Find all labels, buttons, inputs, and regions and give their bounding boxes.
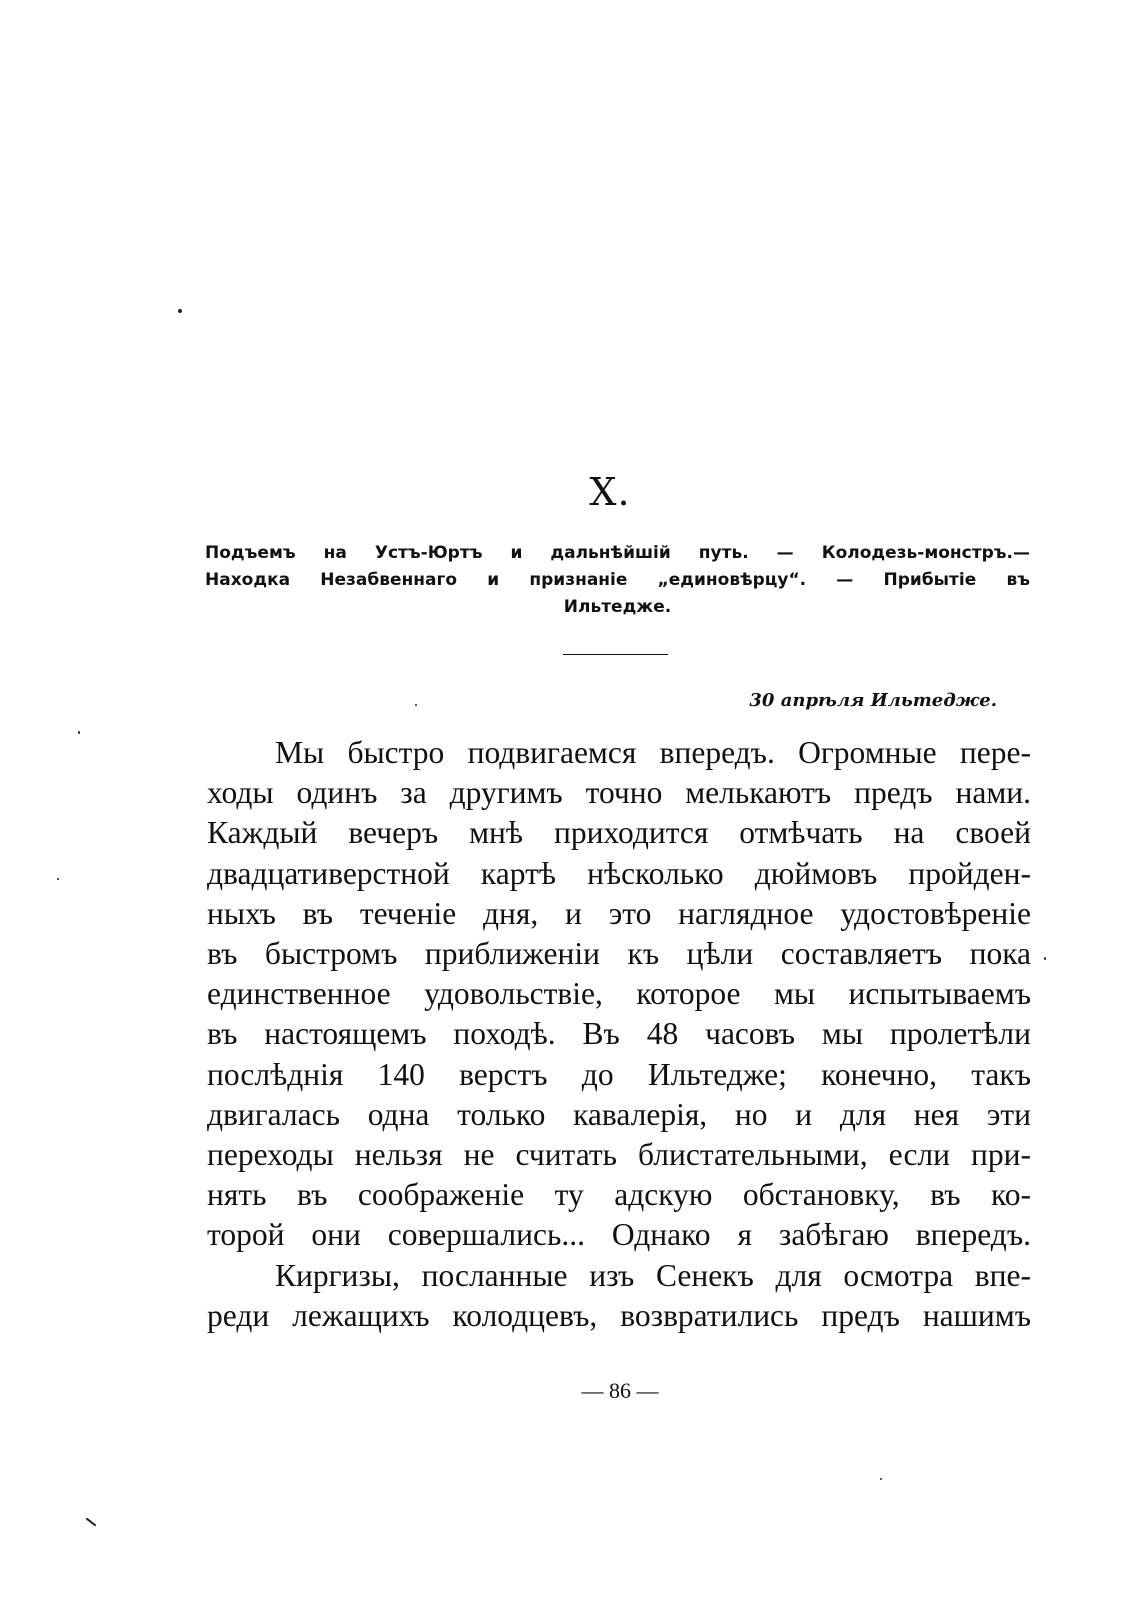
summary-line: Подъемъ на Устъ-Юртъ и дальнѣйшій путь. — Колодезь-монстръ.—	[205, 543, 1030, 563]
text-line: Мы быстро подвигаемся впередъ. Огромные пере-	[275, 735, 1031, 770]
body-text	[207, 733, 1031, 1336]
text-line: единственное удовольствіе, которое мы испытываемъ	[207, 976, 1031, 1012]
scan-speck	[78, 731, 80, 734]
scan-speck	[880, 1478, 882, 1480]
summary-line: Находка Незабвеннаго и признаніе „единовѣрцу“. — Прибытіе въ	[205, 570, 1030, 590]
text-line: нять въ соображеніе ту адскую обстановку, въ ко-	[207, 1177, 1031, 1213]
scan-speck	[86, 1518, 97, 1527]
scan-speck	[57, 878, 59, 880]
page-number: — 86 —	[581, 1378, 659, 1403]
text-line: ныхъ въ теченіе дня, и это наглядное удостовѣреніе	[207, 895, 1031, 931]
scan-speck	[178, 309, 182, 313]
chapter-number: X.	[589, 470, 631, 514]
text-line: реди лежащихъ колодцевъ, возвратились предъ нашимъ	[207, 1297, 1031, 1333]
text-line: двадцативерстной картѣ нѣсколько дюймовъ пройден-	[207, 855, 1031, 891]
scan-speck	[415, 704, 417, 706]
text-line: въ быстромъ приближеніи къ цѣли составляетъ пока	[207, 936, 1031, 972]
chapter-summary	[205, 540, 1030, 621]
dateline: 30 апрѣля Ильтедже.	[749, 690, 997, 711]
section-divider	[563, 654, 668, 655]
text-line: двигалась одна только кавалерія, но и для нея эти	[207, 1096, 1031, 1132]
text-line: торой они совершались... Однако я забѣгаю впередъ.	[207, 1217, 1031, 1253]
summary-line: Ильтедже.	[563, 597, 672, 617]
text-line: ходы одинъ за другимъ точно мелькаютъ предъ нами.	[207, 775, 1031, 811]
text-line: переходы нельзя не считать блистательными, если при-	[207, 1137, 1031, 1173]
text-line: Киргизы, посланные изъ Сенекъ для осмотра впе-	[275, 1257, 1031, 1293]
text-line: въ настоящемъ походѣ. Въ 48 часовъ мы пролетѣли	[207, 1016, 1031, 1052]
scan-speck	[1044, 957, 1046, 960]
text-line: послѣднія 140 верстъ до Ильтедже; конечно, такъ	[207, 1056, 1031, 1092]
text-line: Каждый вечеръ мнѣ приходится отмѣчать на своей	[207, 815, 1031, 851]
